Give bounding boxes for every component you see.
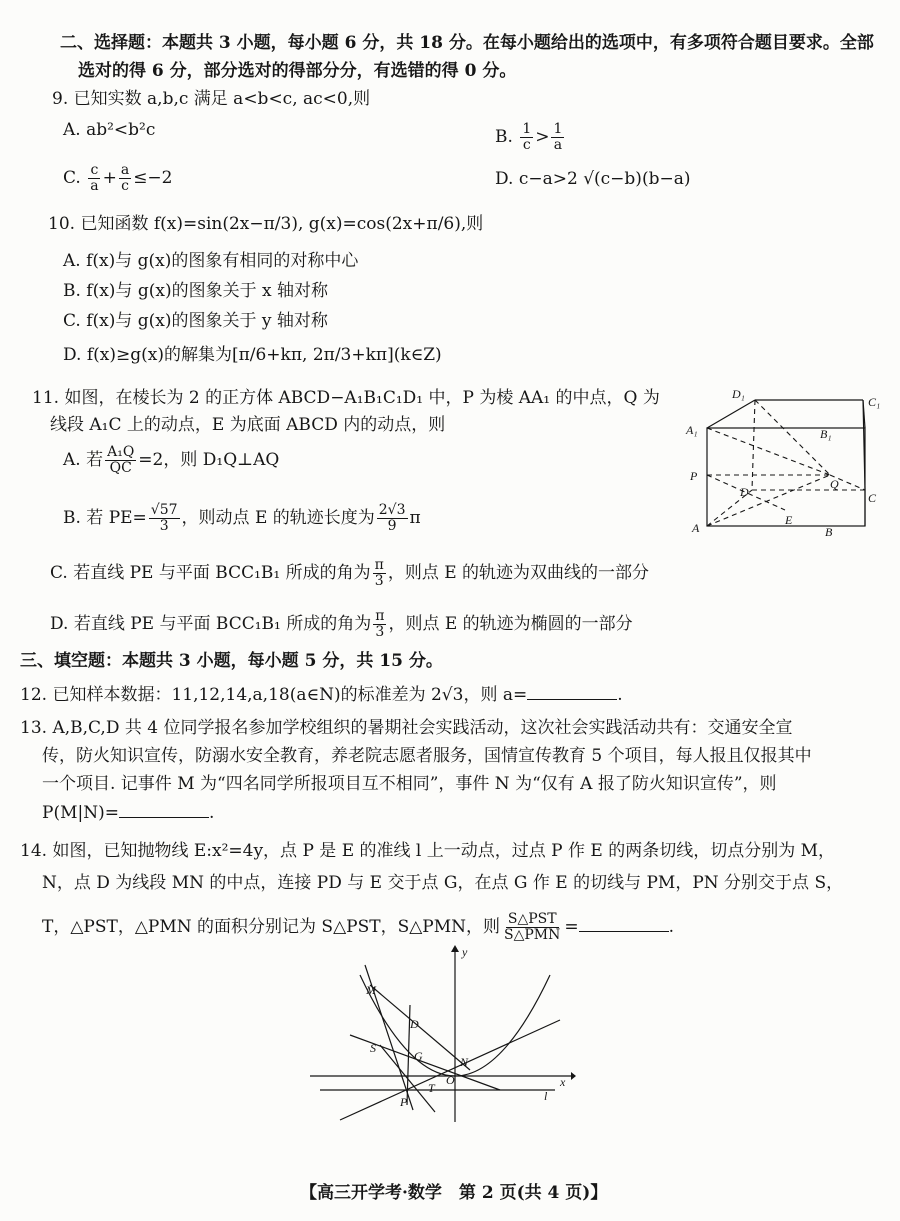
q13-answer-blank — [119, 803, 209, 818]
label-m: M — [366, 983, 376, 997]
label-d1: D₁ — [732, 387, 745, 401]
label-b: B — [825, 525, 833, 539]
label-o: O — [446, 1073, 455, 1087]
q9-option-c: C. $\frac{c}{a}$ + $\frac{a}{c}$ ≤−2 — [63, 162, 173, 194]
label-a: A — [692, 521, 700, 535]
label-t: T — [428, 1081, 435, 1095]
label-e: E — [785, 513, 793, 527]
section3-heading: 三、填空题：本题共 3 小题，每小题 5 分，共 15 分。 — [20, 651, 443, 671]
label-y: y — [462, 945, 468, 959]
label-b1: B₁ — [820, 427, 832, 441]
q10-option-c: C. f(x)与 g(x)的图象关于 y 轴对称 — [63, 311, 328, 331]
section2-heading-line2: 选对的得 6 分，部分选对的得部分分，有选错的得 0 分。 — [78, 61, 517, 81]
label-d: D — [740, 485, 749, 499]
q9-option-b: B. $\frac{1}{c}$ > $\frac{1}{a}$ — [495, 121, 563, 153]
q12-answer-blank — [527, 685, 617, 700]
q12-text: 12. 已知样本数据：11,12,14,a,18(a∈N)的标准差为 2√3，则 a= . — [20, 685, 623, 705]
label-x: x — [560, 1075, 566, 1089]
label-c1: C₁ — [868, 395, 881, 409]
q14-line3: T，△PST，△PMN 的面积分别记为 S△PST，S△PMN，则 $\frac{\text{S△PST}}{\text{S△PMN}}$ = . — [42, 911, 675, 943]
q9-option-a: A. ab²<b²c — [63, 120, 156, 140]
q11-stem-line1: 11. 如图，在棱长为 2 的正方体 ABCD−A₁B₁C₁D₁ 中，P 为棱 AA₁ 的中点，Q 为 — [32, 388, 660, 408]
q11-option-a: A. 若 $\frac{\text{A₁Q}}{QC}$ =2，则 D₁Q⊥AQ — [63, 444, 280, 476]
q9-stem: 9. 已知实数 a,b,c 满足 a<b<c, ac<0,则 — [52, 89, 371, 109]
q13-line1: 13. A,B,C,D 共 4 位同学报名参加学校组织的暑期社会实践活动，这次社会实践活动共有：交通安全宣 — [20, 718, 793, 738]
q14-answer-blank — [579, 917, 669, 932]
label-p: P — [400, 1095, 408, 1109]
q10-option-b: B. f(x)与 g(x)的图象关于 x 轴对称 — [63, 281, 328, 301]
label-q: Q — [830, 477, 839, 491]
section2-heading-line1: 二、选择题：本题共 3 小题，每小题 6 分，共 18 分。在每小题给出的选项中，有多项符合题目要求。全部 — [60, 33, 874, 53]
label-d: D — [410, 1017, 419, 1031]
q13-line4: P(M|N)= . — [42, 803, 215, 823]
label-p: P — [690, 469, 698, 483]
q10-stem: 10. 已知函数 f(x)=sin(2x−π/3), g(x)=cos(2x+π/6),则 — [48, 214, 484, 234]
q11-stem-line2: 线段 A₁C 上的动点，E 为底面 ABCD 内的动点，则 — [50, 415, 446, 435]
q9-option-d: D. c−a>2 √(c−b)(b−a) — [495, 169, 691, 189]
q14-line1: 14. 如图，已知抛物线 E:x²=4y，点 P 是 E 的准线 l 上一动点，过点 P 作 E 的两条切线，切点分别为 M， — [20, 841, 836, 861]
parabola-graph — [310, 940, 580, 1125]
q11-option-c: C. 若直线 PE 与平面 BCC₁B₁ 所成的角为 $\frac{\pi}{3}$ ，则点 E 的轨迹为双曲线的一部分 — [50, 557, 650, 589]
q11-option-b: B. 若 PE= $\frac{√57}{3}$ ，则动点 E 的轨迹长度为 $\frac{2√3}{9}$ π — [63, 502, 421, 534]
label-s: S — [370, 1041, 376, 1055]
q13-line3: 一个项目. 记事件 M 为“四名同学所报项目互不相同”，事件 N 为“仅有 A 报了防火知识宣传”，则 — [42, 774, 777, 794]
label-n: N — [460, 1055, 469, 1069]
cube-front-face — [707, 428, 865, 526]
q13-line2: 传，防火知识宣传，防溺水安全教育，养老院志愿者服务，国情宣传教育 5 个项目，每人报且仅报其中 — [42, 746, 812, 766]
label-a1: A₁ — [686, 423, 698, 437]
cube-figure — [680, 380, 890, 540]
q10-option-d: D. f(x)≥g(x)的解集为[π/6+kπ, 2π/3+kπ](k∈Z) — [63, 345, 442, 365]
q14-line2: N，点 D 为线段 MN 的中点，连接 PD 与 E 交于点 G，在点 G 作 E 的切线与 PM，PN 分别交于点 S， — [42, 873, 844, 893]
q10-option-a: A. f(x)与 g(x)的图象有相同的对称中心 — [63, 251, 359, 271]
q11-option-d: D. 若直线 PE 与平面 BCC₁B₁ 所成的角为 $\frac{\pi}{3}$ ，则点 E 的轨迹为椭圆的一部分 — [50, 608, 633, 640]
label-l: l — [544, 1089, 548, 1103]
page-footer: 【高三开学考·数学 第 2 页(共 4 页)】 — [300, 1183, 608, 1203]
label-c: C — [868, 491, 877, 505]
label-g: G — [414, 1049, 423, 1063]
